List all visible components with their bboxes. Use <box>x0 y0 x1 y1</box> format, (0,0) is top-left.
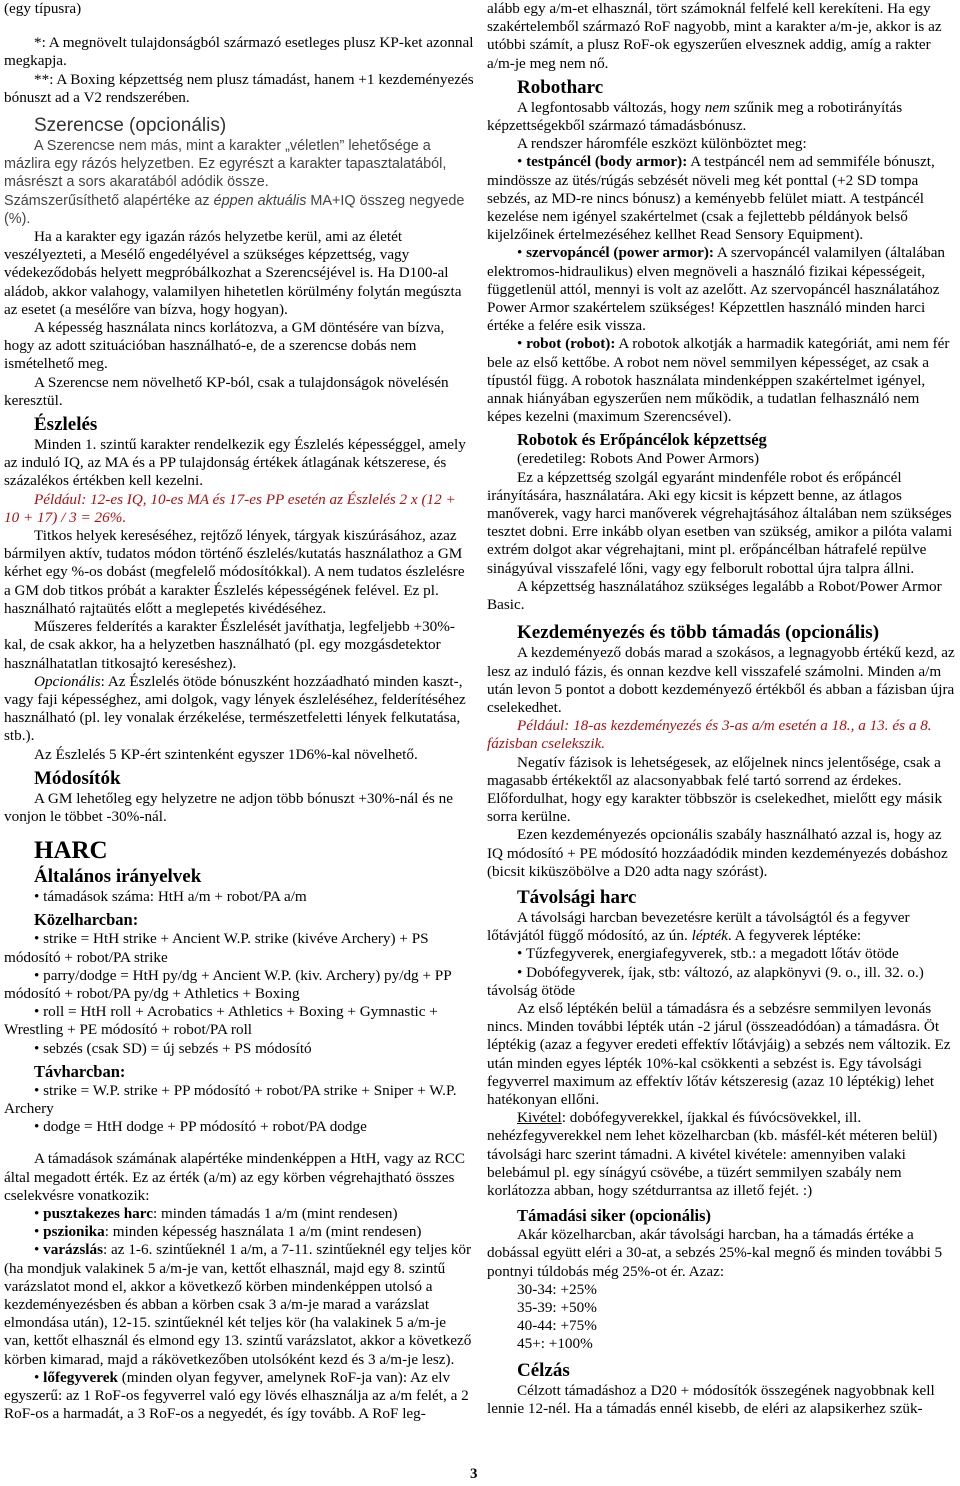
list-item: • lőfegyverek (minden olyan fegyver, amelynek RoF-ja van): Az elv egyszerű: az 1 RoF-os fegyverrel való egy lövés elhasználja az a/m felét, a 2 RoF-os a harmadát, a 3 RoF-os a negyedét, és így tovább. A RoF leg- <box>4 1368 469 1423</box>
list-item: • strike = HtH strike + Ancient W.P. strike (kivéve Archery) + PS módosító + robot/PA strike <box>4 930 429 966</box>
section-heading: Szerencse (opcionális) <box>34 115 227 137</box>
section-heading: Célzás <box>517 1359 570 1381</box>
paragraph: A Szerencse nem növelhető KP-ból, csak a tulajdonságok növelésén keresztül. <box>4 373 449 409</box>
footnote: *: A megnövelt tulajdonságból származó esetleges plusz KP-ket azonnal megkapja. <box>4 34 474 70</box>
paragraph: A támadások számának alapértéke mindenképpen a HtH, vagy az RCC által megadott érték. Ez az érték (a/m) az egy körben végrehajtható összes cselekvésre vonatkozik: <box>4 1150 466 1204</box>
intro-text: (egy típusra) <box>4 0 82 17</box>
section-heading: Módosítók <box>34 767 121 789</box>
list-item: • pusztakezes harc: minden támadás 1 a/m (mint rendesen) <box>34 1204 398 1222</box>
paragraph: Akár közelharcban, akár távolsági harcban, ha a támadás értéke a dobással együtt eléri a 30-at, a sebzés 25%-kal megnő és minden további 5 pontnyi túldobás még 25%-ot ér. Azaz: <box>487 1226 943 1280</box>
list-item: 45+: +100% <box>517 1335 593 1353</box>
list-item: • pszionika: minden képesség használata 1 a/m (mint rendesen) <box>34 1223 422 1241</box>
section-heading: Általános irányelvek <box>34 866 202 888</box>
paragraph: Célzott támadáshoz a D20 + módosítók összegének nagyobbnak kell lennie 12-nél. Ha a támadás ennél kisebb, de eléri az alapsikerhez szük- <box>487 1381 935 1417</box>
list-item: • sebzés (csak SD) = új sebzés + PS módosító <box>34 1039 312 1057</box>
paragraph: Az Észlelés 5 KP-ért szintenként egyszer 1D6%-kal növelhető. <box>34 745 418 763</box>
list-item: 40-44: +75% <box>517 1317 597 1335</box>
paragraph: A távolsági harcban bevezetésre került a távolságtól és a fegyver lőtávjától függő módosító, az ún. lépték. A fegyverek léptéke: <box>487 908 910 945</box>
subsection-heading: Közelharcban: <box>34 910 139 930</box>
paragraph: alább egy a/m-et elhasznál, tört számoknál felfelé kell kerekíteni. Ha egy szakértelemből származó RoF nagyobb, mint a karakter a/m-je, akkor is az utóbbi számít, a plusz RoF-ok egyszerűen elvesznek addig, amíg a rakter a/m-je meg nem nő. <box>487 0 942 72</box>
list-item: • robot (robot): A robotok alkotják a harmadik kategóriát, ami nem fér bele az első kettőbe. A robot nem növel semmilyen képességet, az csak a típustól függ. A robotok használata mindenképpen szakértelmet igényel, annak hiányában egyszerűen nem működik, a tudatlan felhasználó nem képes kezelni (maximum Szerencsével). <box>487 335 950 426</box>
left-column <box>4 0 474 1423</box>
paragraph: (eredetileg: Robots And Power Armors) <box>517 450 760 468</box>
list-item: • Dobófegyverek, íjak, stb: változó, az alapkönyvi (9. o., ill. 32. o.) távolság ötöde <box>487 963 924 999</box>
section-heading: Kezdeményezés és több támadás (opcionális) <box>517 622 880 644</box>
list-item: • dodge = HtH dodge + PP módosító + robot/PA dodge <box>34 1118 367 1136</box>
section-heading: Robotharc <box>517 76 604 98</box>
paragraph: Minden 1. szintű karakter rendelkezik egy Észlelés képességgel, amely az induló IQ, az MA és a PP tulajdonság értékek átlagának kétszerese, és százalékos értékben kell kezelni. <box>4 436 466 490</box>
example-text: Például: 12-es IQ, 10-es MA és 17-es PP esetén az Észlelés 2 x (12 + 10 + 17) / 3 = 26%. <box>4 490 456 526</box>
paragraph: Opcionális: Az Észlelés ötöde bónuszként hozzáadható minden kaszt-, vagy faji képességhez, ami dolgok, vagy lények észleléséhez, felderítéséhez használható (pl. ley vonalak érzékelése, természetfeletti lények felkutatása, stb.). <box>4 672 466 745</box>
chapter-heading: HARC <box>34 837 108 865</box>
paragraph: Ezen kezdeményezés opcionális szabály használható azzal is, hogy az IQ módosító + PE módosító hozzáadódik minden kezdeményezés dobáshoz (bicsit kiküszöbölve a D20 adta nagy szórást). <box>487 826 948 880</box>
paragraph: A GM lehetőleg egy helyzetre ne adjon több bónuszt +30%-nál és ne vonjon le többet -30%-nál. <box>4 789 453 825</box>
paragraph: Titkos helyek kereséséhez, rejtőző lények, tárgyak kiszúrásához, azaz bármilyen aktív, tudatos módon történő észlelés/kutatás használathoz a GM kérhet egy %-os dobást (megfelelő módosítókkal). A nem tudatos észlelésre a GM dob titkos próbát a karakter Észlelés képességének felével. Ez pl. használható rajtaütés előtt a meglepetés kivédéséhez. <box>4 527 465 617</box>
list-item: • roll = HtH roll + Acrobatics + Athletics + Boxing + Gymnastic + Wrestling + PE módosító + robot/PA roll <box>4 1003 438 1039</box>
paragraph: Műszeres felderítés a karakter Észlelését javíthatja, legfeljebb +30%-kal, de csak akkor, ha a helyzetben használható (pl. egy mozgásdetektor használhatatlan titkosajtó kereséshez). <box>4 618 455 672</box>
list-item: • varázslás: az 1-6. szintűeknél 1 a/m, a 7-11. szintűeknél egy teljes kör (ha mondjuk valakinek 5 a/m-je van, kettőt elhasznál, majd egy 8. szintű varázslatot mond el, akkor a következő körben mindenképpen utolsó a kezdeményezésben és abban a körben csak 3 a/m-je marad a varázslat elmondása után), 12-15. szintűeknél két teljes kör (ha valakinek 5 a/m-je van, kettőt elhasznál és elmond egy 13. szintű varázslatot, akkor a következő körben kimarad, majd a rákövetkezőben utolsóként kezd és 3 a/m-je lesz). <box>4 1241 472 1368</box>
list-item: 35-39: +50% <box>517 1299 597 1316</box>
paragraph: Negatív fázisok is lehetségesek, az előjelnek nincs jelentősége, csak a magasabb értékektől az alacsonyabbak felé tartó sorrend az érdekes. Előfordulhat, hogy egy karakter többször is cselekedhet, mielőtt egy másik sorra kerülne. <box>487 753 943 826</box>
right-column <box>487 0 957 1418</box>
paragraph: Számszerűsíthető alapértéke az éppen aktuális MA+IQ összeg negyede (%). <box>4 192 465 227</box>
paragraph: A rendszer háromféle eszközt különböztet meg: <box>517 135 807 153</box>
list-item: 30-34: +25% <box>517 1280 597 1298</box>
section-heading: Robotok és Erőpáncélok képzettség <box>517 430 767 450</box>
list-item: • strike = W.P. strike + PP módosító + robot/PA strike + Sniper + W.P. Archery <box>4 1081 457 1117</box>
paragraph: Kivétel: dobófegyverekkel, íjakkal és fúvócsövekkel, ill. nehézfegyverekkel nem lehet közelharcban (kb. másfél-két méteren belül) távolsági harc szerint támadni. A kivétel kivétele: amennyiben valaki belebámul pl. egy sínágyú csövébe, a tüzért semmilyen szabály nem korlátozza abban, hogy szétdurrantsa az illető fejét. :) <box>487 1109 938 1199</box>
paragraph: A legfontosabb változás, hogy nem szűnik meg a robotirányítás képzettségekből származó támadásbónusz. <box>487 98 903 135</box>
paragraph: A kezdeményező dobás marad a szokásos, a legnagyobb értékű kezd, az lesz az induló fázis, és onnan kezdve kell visszafelé számolni. Minden a/m után levon 5 pontot a dobott kezdeményező értékből és abban a fázisban újra cselekedhet. <box>487 644 955 716</box>
list-item: • Tűzfegyverek, energiafegyverek, stb.: a megadott lőtáv ötöde <box>517 945 899 963</box>
list-item: • parry/dodge = HtH py/dg + Ancient W.P. (kiv. Archery) py/dg + PP módosító + robot/PA py/dg + Athletics + Boxing <box>4 966 452 1002</box>
paragraph: Az első léptékén belül a támadásra és a sebzésre semmilyen levonás nincs. Minden további lépték után -2 járul (összeadódóan) a támadásra. Öt léptékig (azaz a fegyver eredeti effektív lőtávjáig) a sebzés nem változik. Ez után minden egyes lépték 10%-kal csökkenti a sebzést is. Egy távolsági fegyverrel maximum az effektív lőtáv kétszeresig (azaz 10 léptékig) lehet hatékonyan ellőni. <box>487 999 951 1108</box>
section-heading: Támadási siker (opcionális) <box>517 1206 712 1226</box>
list-item: • szervopáncél (power armor): A szervopáncél valamilyen (általában elektromos-hidraulikus) elven megnöveli a használó fizikai képességeit, függetlenül attól, mennyi is volt az azelőtt. Az szervopáncél használatához Power Armor szakértelem szükséges! Képzettlen használó minden harci értéke a felére esik vissza. <box>487 244 946 335</box>
section-heading: Távolsági harc <box>517 886 637 908</box>
paragraph: A képzettség használatához szükséges legalább a Robot/Power Armor Basic. <box>487 577 942 614</box>
paragraph: Ha a karakter egy igazán rázós helyzetbe kerül, ami az életét veszélyezteti, a Mesélő engedélyével a szükséges képzettség, vagy védekeződobás helyett megpróbálkozhat a Szerencséjével is. Ha D100-al aládob, akkor valahogy, valamilyen hihetetlen körülmény folytán megúszta az esetet (a mesélőre van bízva, hogy hogyan). <box>4 228 462 318</box>
subsection-heading: Távharcban: <box>34 1061 126 1081</box>
list-item: • támadások száma: HtH a/m + robot/PA a/m <box>34 888 307 906</box>
section-heading: Észlelés <box>34 414 98 436</box>
example-text: Például: 18-as kezdeményezés és 3-as a/m esetén a 18., a 13. és a 8. fázisban cselekszik. <box>487 717 932 753</box>
page-number: 3 <box>470 1466 478 1482</box>
paragraph: A Szerencse nem más, mint a karakter „véletlen” lehetősége a mázlira egy rázós helyzetben. Ez egyrészt a karakter tapasztalatából, másrészt a sors akaratából adódik össze. <box>4 138 447 191</box>
footnote: **: A Boxing képzettség nem plusz támadást, hanem +1 kezdeményezés bónuszt ad a V2 rendszerében. <box>4 70 474 106</box>
paragraph: Ez a képzettség szolgál egyaránt mindenféle robot és erőpáncél irányítására, használatára. Aki egy kicsit is képzett benne, az átlagos manőverek, vagy harci manőverek végrehajtásához általában nem szükséges tesztet dobni. Erre inkább olyan esetben van szükség, amikor a pilóta valami extrém dolgot akar végrehajtani, mint pl. erőpáncélban hátrafelé repülve sinágyúval visszafelé lőni, vagy egy felborult robottal újra talpra állni. <box>487 468 953 577</box>
damage-bonus-list <box>517 1281 957 1354</box>
paragraph: A képesség használata nincs korlátozva, a GM döntésére van bízva, hogy az adott szituációban használható-e, de a szerencse dobás nem ismételhető meg. <box>4 319 445 373</box>
list-item: • testpáncél (body armor): A testpáncél nem ad semmiféle bónuszt, mindössze az ütés/rúgás sebzését növeli meg két ponttal (+2 SD tompa sebzés, az MD-re nincs bónusz) a keményebb felület miatt. A testpáncél kezelése nem igényel szakértelmet (csak a fejlettebb példányok belső kijelzőinek értelmezéséhez kellhet Read Sensory Equipment). <box>487 153 935 244</box>
